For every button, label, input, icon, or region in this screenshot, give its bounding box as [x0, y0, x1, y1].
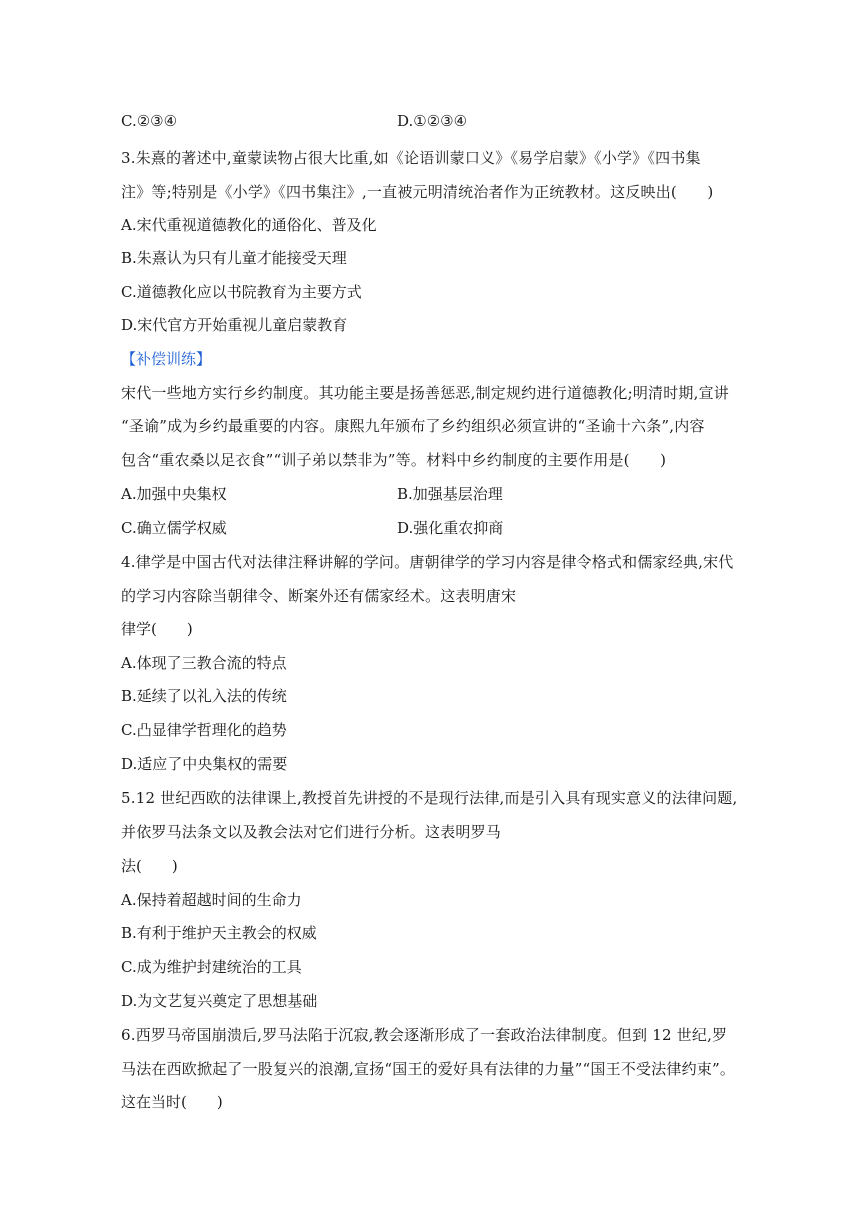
supplement-stem-line-3: 包含“重农桑以足衣食”“训子弟以禁非为”等。材料中乡约制度的主要作用是( ): [121, 451, 667, 469]
q5-option-c: C.成为维护封建统治的工具: [121, 958, 302, 976]
q3-option-d: D.宋代官方开始重视儿童启蒙教育: [121, 316, 348, 334]
q3-option-c: C.道德教化应以书院教育为主要方式: [121, 283, 362, 301]
q4-option-d: D.适应了中央集权的需要: [121, 755, 288, 773]
q5-option-a: A.保持着超越时间的生命力: [121, 891, 302, 909]
q4-stem-line-1: 4.律学是中国古代对法律注释讲解的学问。唐朝律学的学习内容是律令格式和儒家经典,宋代: [121, 553, 734, 571]
q5-stem-line-1: 5.12 世纪西欧的法律课上,教授首先讲授的不是现行法律,而是引入具有现实意义的法律问题,: [121, 789, 738, 807]
supplement-option-c: C.确立儒学权威: [121, 519, 227, 537]
q3-option-a: A.宋代重视道德教化的通俗化、普及化: [121, 216, 377, 234]
q4-option-b: B.延续了以礼入法的传统: [121, 687, 287, 705]
supplement-option-b: B.加强基层治理: [397, 485, 503, 503]
q4-stem-line-3: 律学( ): [121, 620, 193, 638]
q6-stem-line-1: 6.西罗马帝国崩溃后,罗马法陷于沉寂,教会逐渐形成了一套政治法律制度。但到 12 世纪,罗: [121, 1026, 728, 1044]
q5-option-d: D.为文艺复兴奠定了思想基础: [121, 992, 318, 1010]
q5-stem-line-3: 法( ): [121, 857, 178, 875]
q3-stem-line-2: 注》等;特别是《小学》《四书集注》,一直被元明清统治者作为正统教材。这反映出( ): [121, 183, 714, 201]
supplement-option-d: D.强化重农抑商: [397, 519, 504, 537]
supplement-stem-line-2: “圣谕”成为乡约最重要的内容。康熙九年颁布了乡约组织必须宣讲的“圣谕十六条”,内容: [121, 417, 705, 435]
supplement-stem-line-1: 宋代一些地方实行乡约制度。其功能主要是扬善惩恶,制定规约进行道德教化;明清时期,宣讲: [121, 384, 729, 402]
q2-option-d: D.①②③④: [397, 112, 468, 130]
q2-option-c: C.②③④: [121, 112, 178, 130]
q4-stem-line-2: 的学习内容除当朝律令、断案外还有儒家经术。这表明唐宋: [121, 587, 517, 605]
q5-stem-line-2: 并依罗马法条文以及教会法对它们进行分析。这表明罗马: [121, 823, 502, 841]
q4-option-c: C.凸显律学哲理化的趋势: [121, 721, 287, 739]
q6-stem-line-2: 马法在西欧掀起了一股复兴的浪潮,宣扬“国王的爱好具有法律的力量”“国王不受法律约束”。: [121, 1060, 736, 1078]
q3-option-b: B.朱熹认为只有儿童才能接受天理: [121, 249, 347, 267]
supplement-option-a: A.加强中央集权: [121, 485, 227, 503]
q3-stem-line-1: 3.朱熹的著述中,童蒙读物占很大比重,如《论语训蒙口义》《易学启蒙》《小学》《四书集: [121, 149, 701, 167]
q4-option-a: A.体现了三教合流的特点: [121, 654, 287, 672]
q6-stem-line-3: 这在当时( ): [121, 1093, 223, 1111]
q5-option-b: B.有利于维护天主教会的权威: [121, 924, 317, 942]
supplement-heading: 【补偿训练】: [121, 350, 212, 368]
